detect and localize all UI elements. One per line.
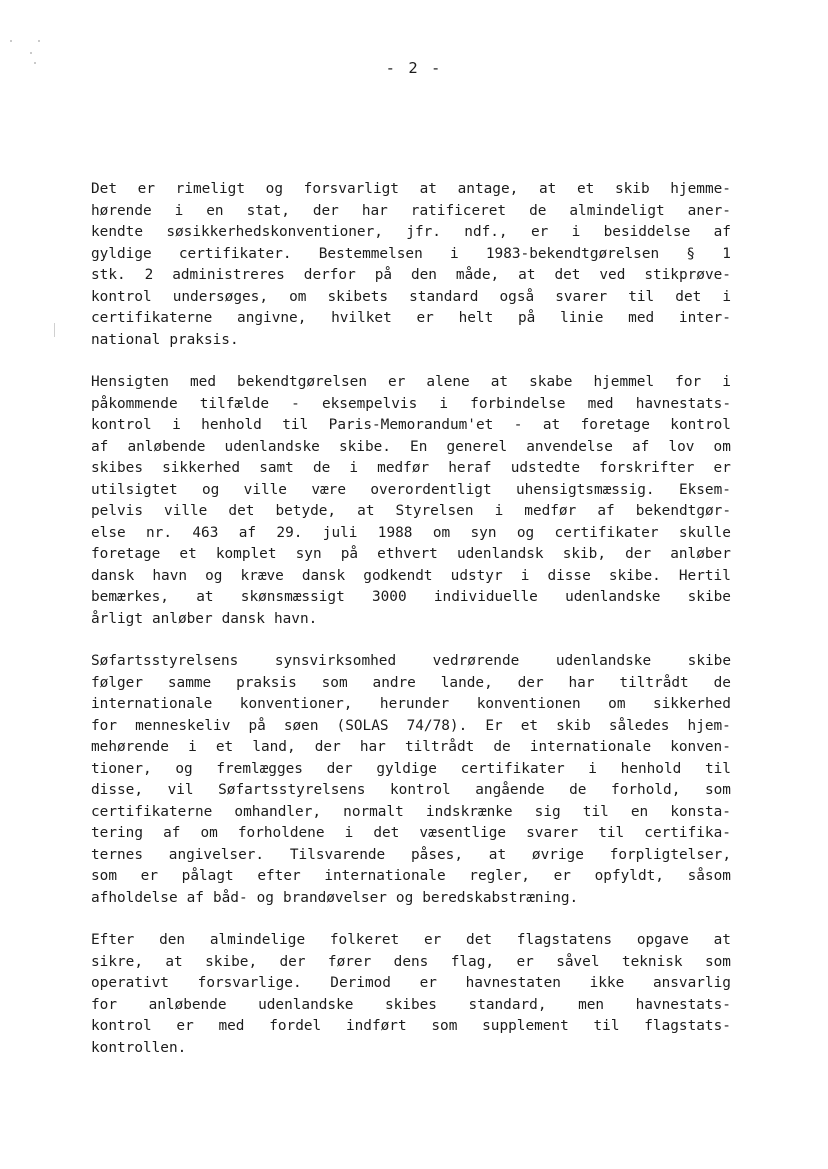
margin-mark xyxy=(54,323,55,337)
page-number: - 2 - xyxy=(385,59,443,77)
text-line: kontrollen. xyxy=(91,1039,187,1056)
text-line: påkommende tilfælde - eksempelvis i forbindelse med havnestats- xyxy=(91,395,731,412)
text-line: else nr. 463 af 29. juli 1988 om syn og certifikater skulle xyxy=(91,524,731,541)
text-line: hørende i en stat, der har ratificeret de almindeligt aner- xyxy=(91,202,731,219)
text-line: Søfartsstyrelsens synsvirksomhed vedrørende udenlandske skibe xyxy=(91,653,731,669)
text-line: årligt anløber dansk havn. xyxy=(91,610,318,627)
paragraph xyxy=(91,179,731,351)
text-line: utilsigtet og ville være overordentligt uhensigtsmæssig. Eksem- xyxy=(91,481,731,498)
document-body xyxy=(91,179,731,1080)
paragraph xyxy=(91,372,731,630)
text-line: Efter den almindelige folkeret er det flagstatens opgave at xyxy=(91,932,731,948)
text-line: skibes sikkerhed samt de i medfør heraf udstedte forskrifter er xyxy=(91,460,731,476)
text-line: kontrol er med fordel indført som supplement til flagstats- xyxy=(91,1018,731,1034)
margin-speck xyxy=(30,52,32,54)
text-line: internationale konventioner, herunder konventionen om sikkerhed xyxy=(91,696,731,712)
text-line: afholdelse af båd- og brandøvelser og beredskabstræning. xyxy=(91,889,579,906)
text-line: for anløbende udenlandske skibes standard, men havnestats- xyxy=(91,996,731,1013)
text-line: bemærkes, at skønsmæssigt 3000 individuelle udenlandske skibe xyxy=(91,589,731,605)
text-line: disse, vil Søfartsstyrelsens kontrol angående de forhold, som xyxy=(91,782,731,798)
paragraph xyxy=(91,930,731,1059)
margin-speck xyxy=(38,40,40,42)
text-line: kontrol undersøges, om skibets standard også svarer til det i xyxy=(91,288,731,305)
text-line: gyldige certifikater. Bestemmelsen i 1983-bekendtgørelsen § 1 xyxy=(91,245,731,262)
text-line: tioner, og fremlægges der gyldige certifikater i henhold til xyxy=(91,760,731,777)
text-line: tering af om forholdene i det væsentlige svarer til certifika- xyxy=(91,825,731,841)
text-line: stk. 2 administreres derfor på den måde, at det ved stikprøve- xyxy=(91,267,731,283)
text-line: national praksis. xyxy=(91,331,239,348)
text-line: for menneskeliv på søen (SOLAS 74/78). Er et skib således hjem- xyxy=(91,717,731,734)
text-line: følger samme praksis som andre lande, der har tiltrådt de xyxy=(91,674,731,691)
text-line: ternes angivelser. Tilsvarende påses, at øvrige forpligtelser, xyxy=(91,846,731,863)
text-line: foretage et komplet syn på ethvert udenlandsk skib, der anløber xyxy=(91,546,731,562)
margin-speck xyxy=(10,40,12,42)
text-line: kendte søsikkerhedskonventioner, jfr. ndf., er i besiddelse af xyxy=(91,224,731,240)
text-line: sikre, at skibe, der fører dens flag, er såvel teknisk som xyxy=(91,953,731,970)
text-line: mehørende i et land, der har tiltrådt de internationale konven- xyxy=(91,739,731,755)
text-line: som er pålagt efter internationale regler, er opfyldt, såsom xyxy=(91,868,731,884)
text-line: af anløbende udenlandske skibe. En generel anvendelse af lov om xyxy=(91,438,731,455)
text-line: pelvis ville det betyde, at Styrelsen i medfør af bekendtgør- xyxy=(91,503,731,519)
text-line: certifikaterne omhandler, normalt indskrænke sig til en konsta- xyxy=(91,803,731,820)
paragraph xyxy=(91,651,731,909)
text-line: dansk havn og kræve dansk godkendt udstyr i disse skibe. Hertil xyxy=(91,567,731,584)
text-line: operativt forsvarlige. Derimod er havnestaten ikke ansvarlig xyxy=(91,975,731,991)
text-line: Hensigten med bekendtgørelsen er alene at skabe hjemmel for i xyxy=(91,374,731,390)
text-line: Det er rimeligt og forsvarligt at antage, at et skib hjemme- xyxy=(91,181,731,197)
text-line: certifikaterne angivne, hvilket er helt på linie med inter- xyxy=(91,310,731,326)
text-line: kontrol i henhold til Paris-Memorandum'et - at foretage kontrol xyxy=(91,417,731,433)
